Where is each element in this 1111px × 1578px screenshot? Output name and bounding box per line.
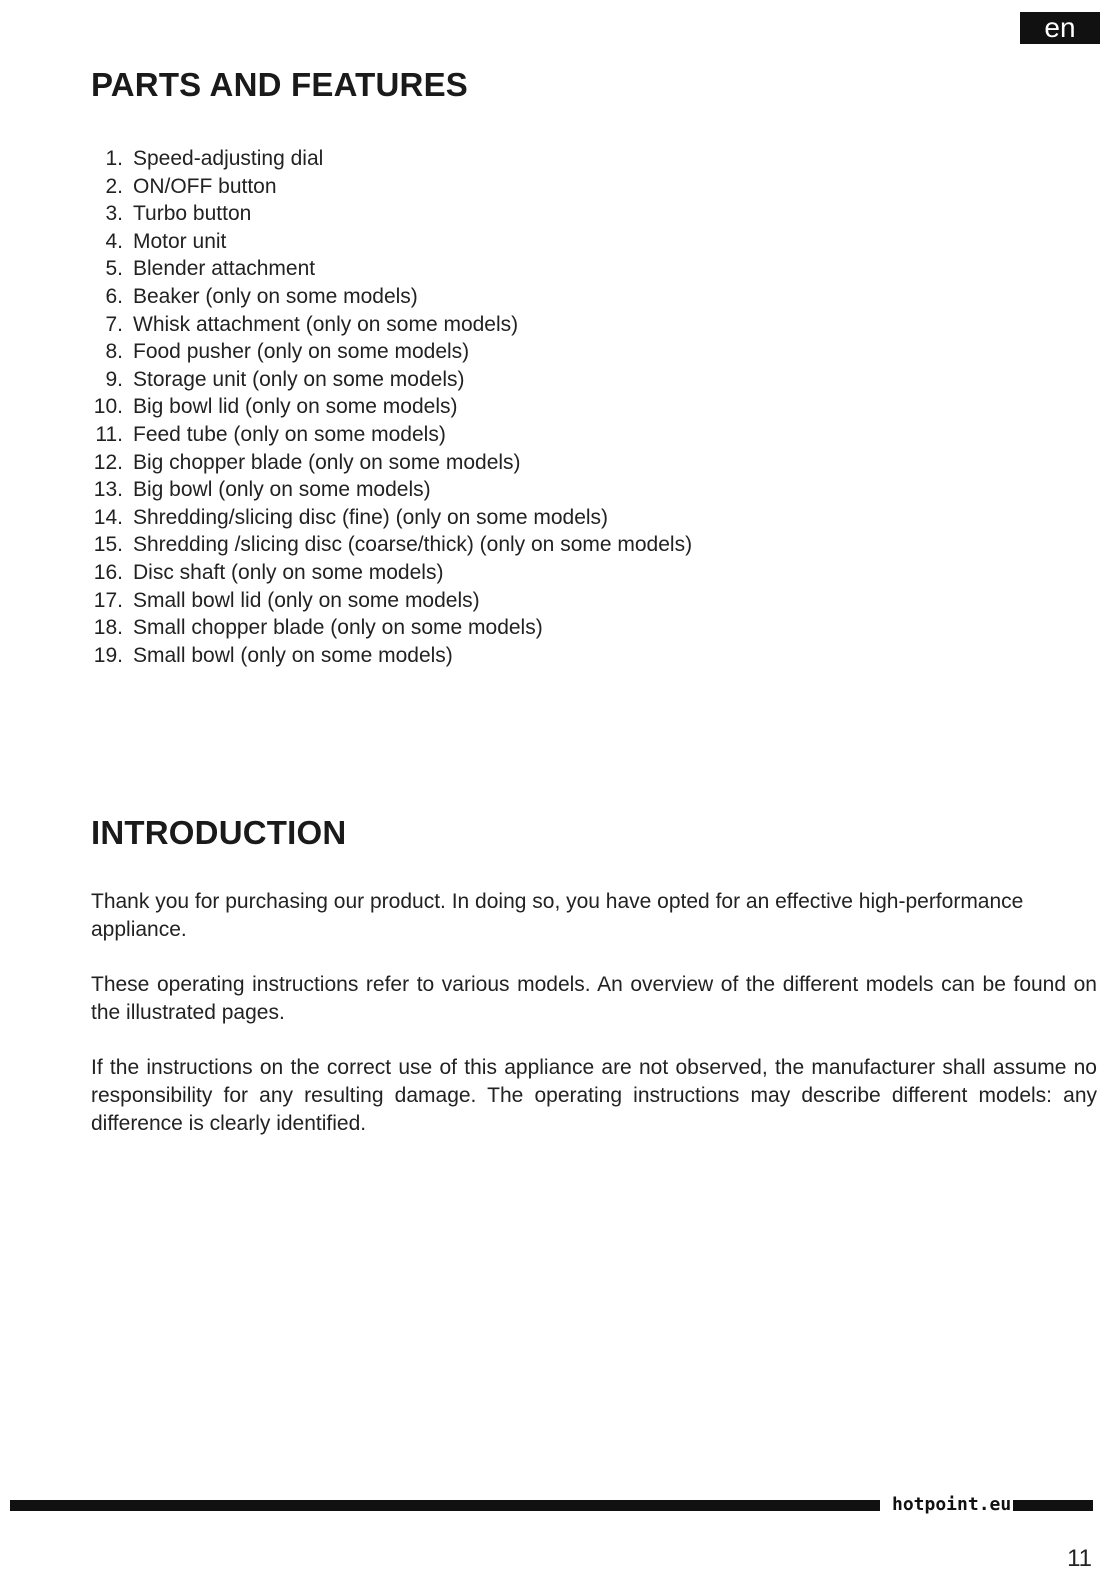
list-item-number: 1.	[105, 147, 123, 170]
list-item-label: Food pusher (only on some models)	[133, 340, 470, 364]
list-item	[91, 283, 692, 311]
intro-paragraph: If the instructions on the correct use of this appliance are not observed, the manufacturer shall assume no responsibility for any resulting damage. The operating instructions may describe different models: any difference is clearly identified.	[91, 1056, 1097, 1135]
intro-paragraph: Thank you for purchasing our product. In doing so, you have opted for an effective high-performance appliance.	[91, 890, 1024, 941]
list-item-label: Storage unit (only on some models)	[133, 367, 465, 391]
list-item	[91, 476, 692, 504]
list-item-label: Big bowl (only on some models)	[133, 478, 431, 502]
list-item-label: Beaker (only on some models)	[133, 284, 418, 308]
list-item	[91, 587, 692, 615]
footer-rule-right	[1013, 1500, 1093, 1511]
page-number: 11	[1067, 1545, 1092, 1572]
list-item	[91, 338, 692, 366]
list-item-label: Big bowl lid (only on some models)	[133, 395, 458, 419]
introduction-body	[91, 888, 1097, 1165]
list-item-label: Feed tube (only on some models)	[133, 422, 446, 446]
list-item	[91, 173, 692, 201]
list-item-label: Blender attachment	[133, 257, 316, 281]
list-item-label: Small bowl lid (only on some models)	[133, 588, 480, 612]
list-item	[91, 393, 692, 421]
list-item	[91, 642, 692, 670]
list-item	[91, 421, 692, 449]
list-item-number: 15.	[93, 533, 123, 557]
parts-list	[91, 145, 692, 669]
list-item	[91, 311, 692, 339]
list-item-number: 10.	[93, 395, 123, 419]
list-item-number: 14.	[93, 505, 123, 529]
list-item-number: 3.	[105, 202, 123, 226]
list-item	[91, 504, 692, 532]
list-item-label: Turbo button	[133, 202, 252, 226]
list-item-label: Small chopper blade (only on some models)	[133, 616, 543, 640]
list-item	[91, 228, 692, 256]
list-item-number: 4.	[105, 229, 123, 253]
list-item-number: 19.	[93, 643, 123, 667]
list-item-label: Shredding /slicing disc (coarse/thick) (only on some models)	[133, 533, 693, 557]
list-item	[91, 614, 692, 642]
parts-and-features-heading: PARTS AND FEATURES	[91, 66, 468, 103]
list-item	[91, 366, 692, 394]
list-item-label: Motor unit	[133, 229, 227, 253]
list-item	[91, 255, 692, 283]
list-item-label: Speed-adjusting dial	[133, 147, 324, 170]
list-item-label: Small bowl (only on some models)	[133, 643, 453, 667]
list-item-number: 9.	[105, 367, 123, 391]
list-item-number: 8.	[105, 340, 123, 364]
list-item-number: 11.	[95, 422, 123, 446]
list-item-number: 12.	[93, 450, 123, 474]
list-item-number: 18.	[93, 616, 123, 640]
list-item	[91, 449, 692, 477]
list-item-number: 17.	[93, 588, 123, 612]
intro-paragraph: These operating instructions refer to various models. An overview of the different models can be found on the illustrated pages.	[91, 973, 1097, 1024]
list-item-number: 5.	[105, 257, 123, 281]
list-item-number: 2.	[105, 174, 123, 198]
list-item-label: Shredding/slicing disc (fine) (only on some models)	[133, 505, 609, 529]
list-item	[91, 200, 692, 228]
list-item	[91, 145, 692, 173]
list-item-number: 13.	[93, 478, 123, 502]
list-item-number: 7.	[105, 312, 123, 336]
footer-brand: hotpoint.eu	[892, 1494, 1012, 1515]
language-badge: en	[1020, 12, 1100, 44]
list-item	[91, 531, 692, 559]
list-item-number: 6.	[105, 284, 123, 308]
footer-rule-left	[10, 1500, 880, 1511]
list-item	[91, 559, 692, 587]
list-item-number: 16.	[93, 560, 123, 584]
introduction-heading: INTRODUCTION	[91, 814, 347, 851]
list-item-label: Disc shaft (only on some models)	[133, 560, 444, 584]
list-item-label: ON/OFF button	[133, 174, 277, 198]
list-item-label: Big chopper blade (only on some models)	[133, 450, 521, 474]
list-item-label: Whisk attachment (only on some models)	[133, 312, 519, 336]
